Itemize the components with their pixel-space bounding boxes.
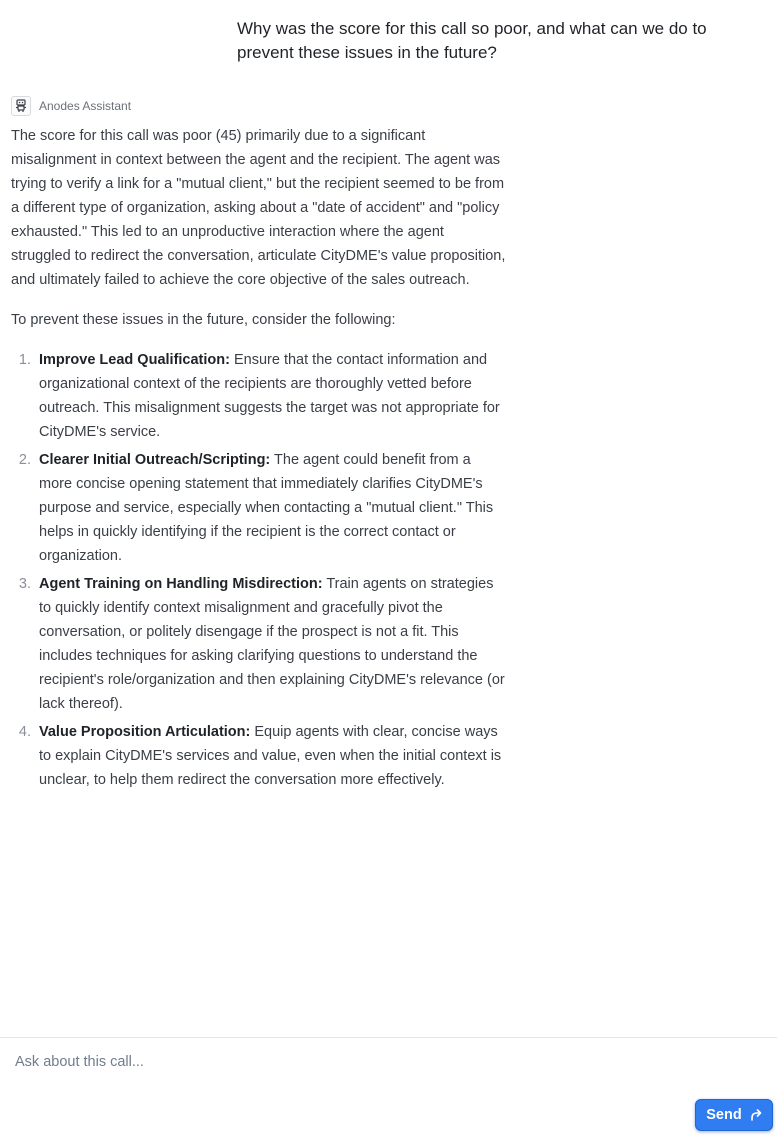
assistant-name: Anodes Assistant (39, 99, 132, 113)
send-button-label: Send (706, 1107, 742, 1123)
recommendation-title: Value Proposition Articulation: (39, 724, 251, 740)
assistant-paragraph: The score for this call was poor (45) primarily due to a significant misalignment in context between the agent and the recipient. The agent was trying to verify a link for a "mutual client," but the recipient seemed to be from a different type of organization, asking about a "date of accident" and "policy exhausted." This led to an unproductive interaction where the agent struggled to redirect the conversation, articulate CityDME's value proposition, and ultimately failed to achieve the core objective of the sales outreach. (11, 128, 506, 288)
assistant-header (11, 96, 131, 116)
send-arrow-icon (751, 1109, 762, 1121)
send-button[interactable] (695, 1099, 773, 1131)
recommendation-body: Equip agents with clear, concise ways to explain CityDME's services and value, even when the initial context is unclear, to help them redirect the conversation more effectively. (39, 724, 502, 788)
list-number: 2. (18, 452, 31, 468)
recommendation-body: Ensure that the contact information and organizational context of the recipients are thoroughly vetted before outreach. This misalignment suggests the target was not appropriate for CityDME's service. (39, 352, 500, 440)
assistant-message (11, 124, 506, 796)
recommendation-body: Train agents on strategies to quickly identify context misalignment and gracefully pivot the conversation, or politely disengage if the prospect is not a fit. This includes techniques for asking clarifying questions to understand the recipient's role/organization and then explaining CityDME's relevance (or lack thereof). (39, 576, 505, 712)
recommendation-text (39, 572, 506, 716)
chat-composer (0, 1037, 777, 1136)
recommendation-title: Clearer Initial Outreach/Scripting: (39, 452, 271, 468)
chat-input[interactable] (15, 1054, 755, 1070)
recommendation-text (39, 348, 506, 444)
recommendation-item (11, 448, 506, 568)
recommendation-title: Improve Lead Qualification: (39, 352, 230, 368)
list-number: 4. (18, 724, 31, 740)
recommendation-text (39, 448, 506, 568)
recommendation-list (11, 348, 506, 792)
recommendation-title: Agent Training on Handling Misdirection: (39, 576, 323, 592)
assistant-intro: To prevent these issues in the future, consider the following: (11, 312, 396, 328)
recommendation-item (11, 720, 506, 792)
user-message: Why was the score for this call so poor, and what can we do to prevent these issues in the future? (237, 19, 707, 62)
robot-icon (11, 96, 31, 116)
recommendation-item (11, 572, 506, 716)
recommendation-body: The agent could benefit from a more concise opening statement that immediately clarifies CityDME's purpose and service, especially when contacting a "mutual client." This helps in quickly identifying if the recipient is the correct contact or organization. (39, 452, 494, 564)
recommendation-text (39, 720, 506, 792)
list-number: 1. (18, 352, 31, 368)
list-number: 3. (18, 576, 31, 592)
recommendation-item (11, 348, 506, 444)
